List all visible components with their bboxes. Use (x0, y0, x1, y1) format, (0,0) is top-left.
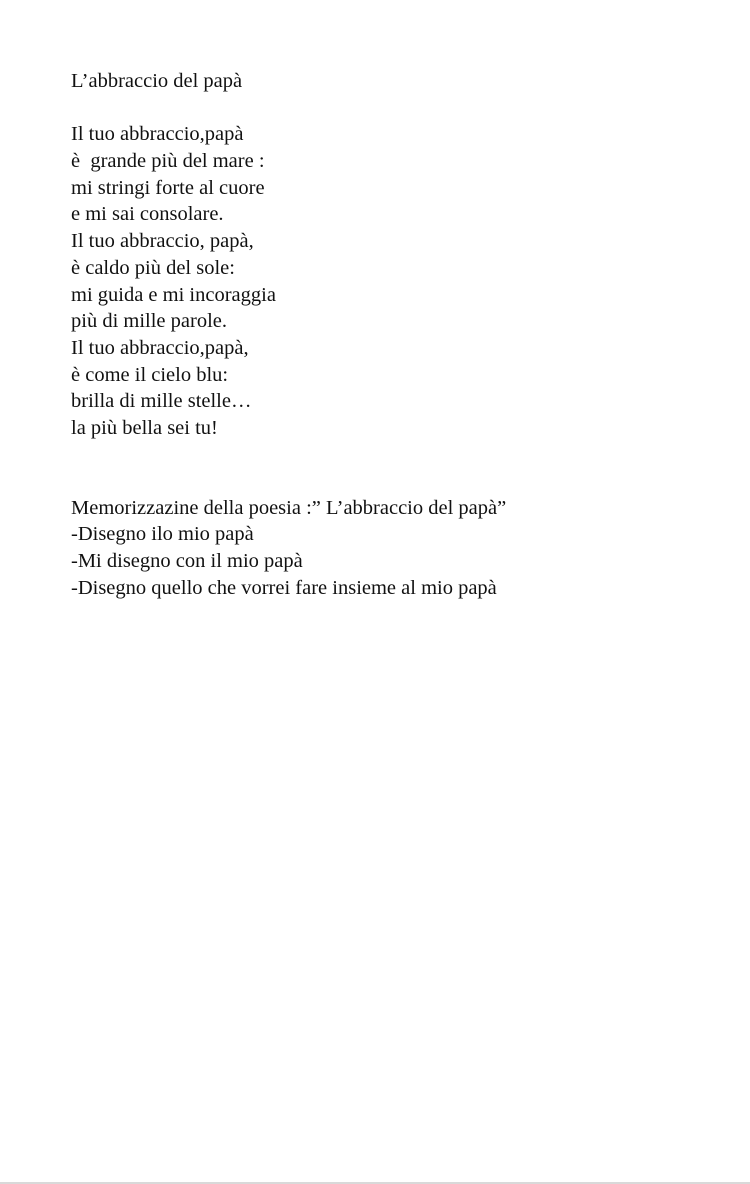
poem-line: è caldo più del sole: (71, 256, 235, 279)
poem-title: L’abbraccio del papà (71, 70, 243, 92)
activity-item: -Disegno quello che vorrei fare insieme al mio papà (71, 576, 497, 599)
activities-heading: Memorizzazine della poesia :” L’abbraccio del papà” (71, 496, 507, 519)
poem-line: Il tuo abbraccio,papà (71, 123, 244, 146)
poem-line: è grande più del mare : (71, 150, 265, 173)
poem-line: Il tuo abbraccio,papà, (71, 336, 249, 359)
document-content (71, 68, 711, 601)
poem-line: più di mille parole. (71, 310, 227, 333)
poem-line: la più bella sei tu! (71, 416, 218, 439)
activities-section (71, 495, 711, 602)
poem-line: Il tuo abbraccio, papà, (71, 230, 254, 253)
poem-line: e mi sai consolare. (71, 203, 224, 226)
activity-item: -Disegno ilo mio papà (71, 523, 254, 546)
activity-item: -Mi disegno con il mio papà (71, 550, 303, 572)
poem-line: mi guida e mi incoraggia (71, 283, 276, 306)
poem-body (71, 121, 711, 441)
poem-line: è come il cielo blu: (71, 363, 229, 386)
poem-line: brilla di mille stelle… (71, 390, 252, 413)
poem-line: mi stringi forte al cuore (71, 176, 265, 199)
